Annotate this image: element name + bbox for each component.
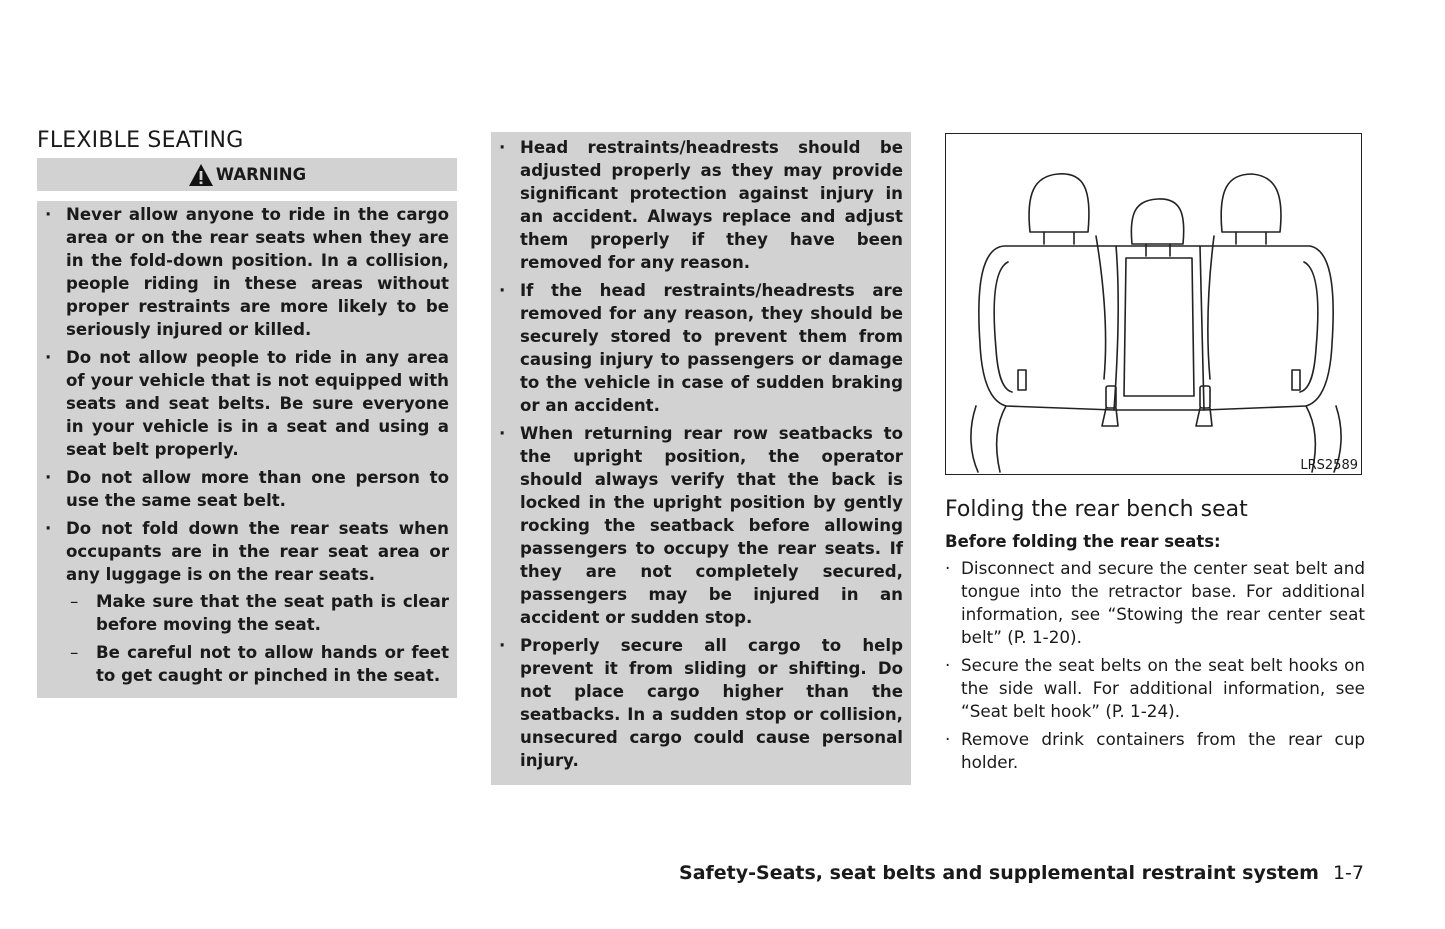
warning-item: · If the head restraints/headrests are removed for any reason, they should be securely stored to prevent them from causing injury to passengers or damage to the vehicle in case of sudden braking or an accident. — [499, 279, 903, 417]
warning-header — [37, 158, 457, 191]
sub-title: Folding the rear bench seat — [945, 497, 1248, 522]
warning-label: WARNING — [215, 165, 307, 184]
rear-bench-seat-illustration — [946, 134, 1360, 473]
warning-subitem: – Be careful not to allow hands or feet to get caught or pinched in the seat. — [66, 641, 449, 687]
warning-subitem: – Make sure that the seat path is clear before moving the seat. — [66, 590, 449, 636]
warning-triangle-icon — [188, 163, 214, 187]
folding-steps-list — [945, 557, 1365, 774]
page-number: 1-7 — [1332, 862, 1364, 884]
warning-box-2 — [491, 132, 911, 785]
warning-item: · Properly secure all cargo to help prevent it from sliding or shifting. Do not place cargo higher than the seatbacks. In a sudden stop or collision, unsecured cargo could cause personal injury. — [499, 634, 903, 772]
right-column — [945, 133, 1365, 779]
sub-heading: Before folding the rear seats: — [945, 532, 1221, 551]
list-item: · Remove drink containers from the rear cup holder. — [945, 728, 1365, 774]
footer-text: Safety-Seats, seat belts and supplemental restraint system — [679, 862, 1319, 884]
figure-code: LRS2589 — [1300, 458, 1358, 473]
rear-seat-figure — [945, 133, 1362, 475]
warning-item: · When returning rear row seatbacks to the upright position, the operator should always verify that the back is locked in the upright position by gently rocking the seatback before allowing passengers to occupy the rear seats. If they are not completely secured, passengers may be injured in an accident or sudden stop. — [499, 422, 903, 629]
list-item: · Disconnect and secure the center seat belt and tongue into the retractor base. For additional information, see “Stowing the rear center seat belt” (P. 1-20). — [945, 557, 1365, 649]
left-column — [37, 128, 457, 698]
warning-item-with-subitems — [45, 517, 449, 687]
middle-column — [491, 132, 911, 785]
warning-item: · Head restraints/headrests should be adjusted properly as they may provide significant protection against injury in an accident. Always replace and adjust them properly if they have been removed for any reason. — [499, 136, 903, 274]
warning-item: · Never allow anyone to ride in the cargo area or on the rear seats when they are in the fold-down position. In a collision, people riding in these areas without proper restraints are more likely to be seriously injured or killed. — [45, 203, 449, 341]
warning-item: · Do not allow more than one person to use the same seat belt. — [45, 466, 449, 512]
warning-sublist — [66, 590, 449, 687]
warning-item: · Do not allow people to ride in any area of your vehicle that is not equipped with seats and seat belts. Be sure everyone in your vehicle is in a seat and using a seat belt properly. — [45, 346, 449, 461]
page-footer — [679, 862, 1364, 884]
section-title: FLEXIBLE SEATING — [37, 128, 244, 153]
warning-item-text: Do not fold down the rear seats when occupants are in the rear seat area or any luggage is on the rear seats. — [66, 519, 449, 584]
warning-box-1 — [37, 201, 457, 698]
warning-list-1 — [45, 203, 449, 687]
list-item: · Secure the seat belts on the seat belt hooks on the side wall. For additional information, see “Seat belt hook” (P. 1-24). — [945, 654, 1365, 723]
warning-list-2 — [499, 136, 903, 772]
